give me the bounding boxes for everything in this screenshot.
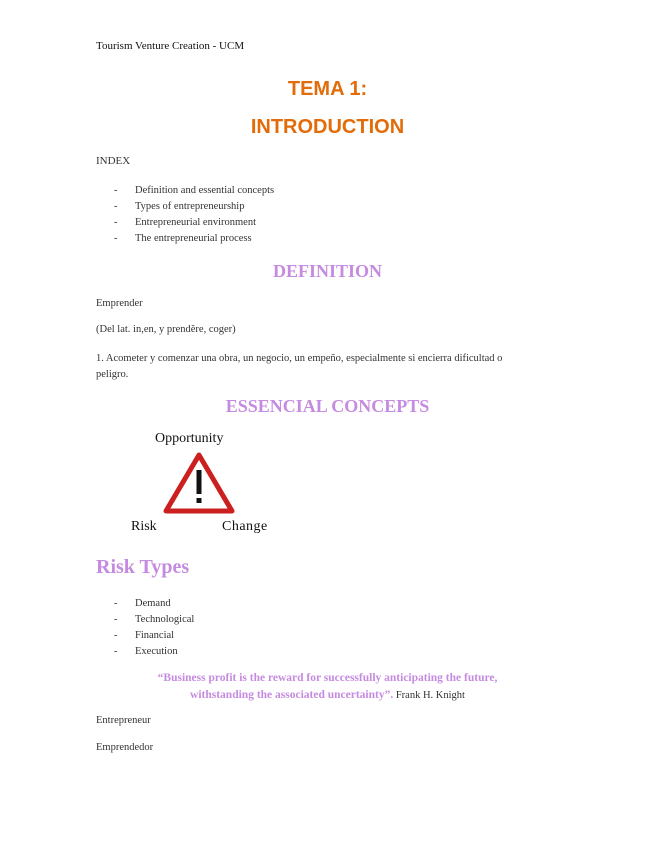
list-item: - Demand [114, 598, 171, 609]
risk-types-list [114, 596, 194, 660]
quote-block [0, 670, 655, 704]
definition-heading: DEFINITION [272, 261, 383, 281]
definition-word: Emprender [96, 298, 143, 309]
diagram-opportunity-label: Opportunity [155, 431, 224, 446]
list-item: - Entrepreneurial environment [114, 217, 256, 228]
list-item: - Financial [114, 630, 175, 641]
definition-etymology: (Del lat. in,en, y prendĕre, coger) [96, 324, 236, 335]
page-title-tema: TEMA 1: [287, 78, 368, 100]
quote-line-1: “Business profit is the reward for successfully anticipating the future, [157, 672, 498, 684]
quote-line-2: withstanding the associated uncertainty”. [190, 689, 394, 701]
page-header: Tourism Venture Creation - UCM [96, 40, 245, 52]
index-heading: INDEX [96, 155, 131, 167]
list-item: - Definition and essential concepts [114, 185, 275, 196]
definition-meaning: 1. Acometer y comenzar una obra, un negocio, un empeño, especialmente si encierra dificultad o peligro. [96, 353, 503, 380]
index-list [114, 183, 274, 247]
term-english: Entrepreneur [96, 715, 151, 726]
term-spanish: Emprendedor [96, 742, 154, 753]
list-item: - Execution [114, 646, 178, 657]
diagram-change-label: Change [222, 519, 268, 534]
list-item: - Technological [114, 614, 195, 625]
quote-author: Frank H. Knight [393, 690, 465, 701]
risk-types-heading: Risk Types [96, 556, 190, 578]
list-item: - The entrepreneurial process [114, 233, 252, 244]
concepts-heading: ESSENCIAL CONCEPTS [225, 396, 430, 416]
diagram-risk-label: Risk [131, 519, 157, 534]
list-item: - Types of entrepreneurship [114, 201, 245, 212]
page-title-introduction: INTRODUCTION [250, 116, 405, 138]
